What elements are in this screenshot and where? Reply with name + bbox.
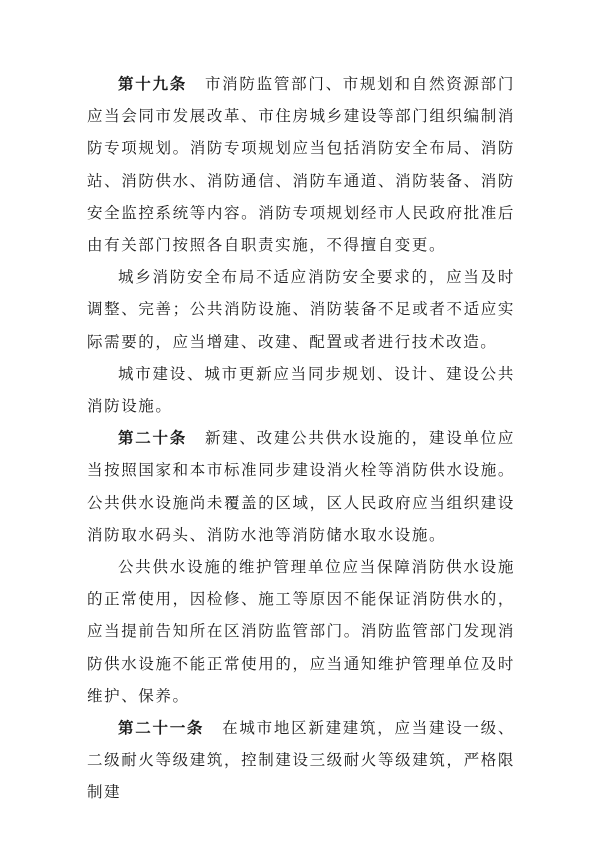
paragraph-text: 市消防监管部门、市规划和自然资源部门应当会同市发展改革、市住房城乡建设等部门组织编制消防专项规划。消防专项规划应当包括消防安全布局、消防站、消防供水、消防通信、消防车通道、消防装备、消防安全监控系统等内容。消防专项规划经市人民政府批准后由有关部门按照各自职责实施，不得擅自变更。 [87,75,515,255]
paragraph-text: 城乡消防安全布局不适应消防安全要求的，应当及时调整、完善；公共消防设施、消防装备不足或者不适应实际需要的，应当增建、改建、配置或者进行技术改造。 [87,268,515,351]
paragraph-article-19 [87,68,515,261]
paragraph-article-19-2 [87,261,515,358]
document-page [87,68,515,809]
paragraph-text: 城市建设、城市更新应当同步规划、设计、建设公共消防设施。 [87,364,515,416]
article-heading: 第二十条 [118,428,187,448]
paragraph-article-20-2 [87,551,515,712]
paragraph-article-21 [87,712,515,809]
paragraph-article-19-3 [87,358,515,422]
article-heading: 第十九条 [118,74,187,93]
article-heading: 第二十一条 [118,718,205,738]
paragraph-article-20 [87,422,515,551]
paragraph-text: 公共供水设施的维护管理单位应当保障消防供水设施的正常使用，因检修、施工等原因不能保证消防供水的，应当提前告知所在区消防监管部门。消防监管部门发现消防供水设施不能正常使用的，应当通知维护管理单位及时维护、保养。 [87,558,515,705]
paragraph-text: 新建、改建公共供水设施的，建设单位应当按照国家和本市标准同步建设消火栓等消防供水设施。公共供水设施尚未覆盖的区域，区人民政府应当组织建设消防取水码头、消防水池等消防储水取水设施。 [87,429,515,544]
paragraph-text: 在城市地区新建建筑，应当建设一级、二级耐火等级建筑，控制建设三级耐火等级建筑，严格限制建 [87,719,515,802]
